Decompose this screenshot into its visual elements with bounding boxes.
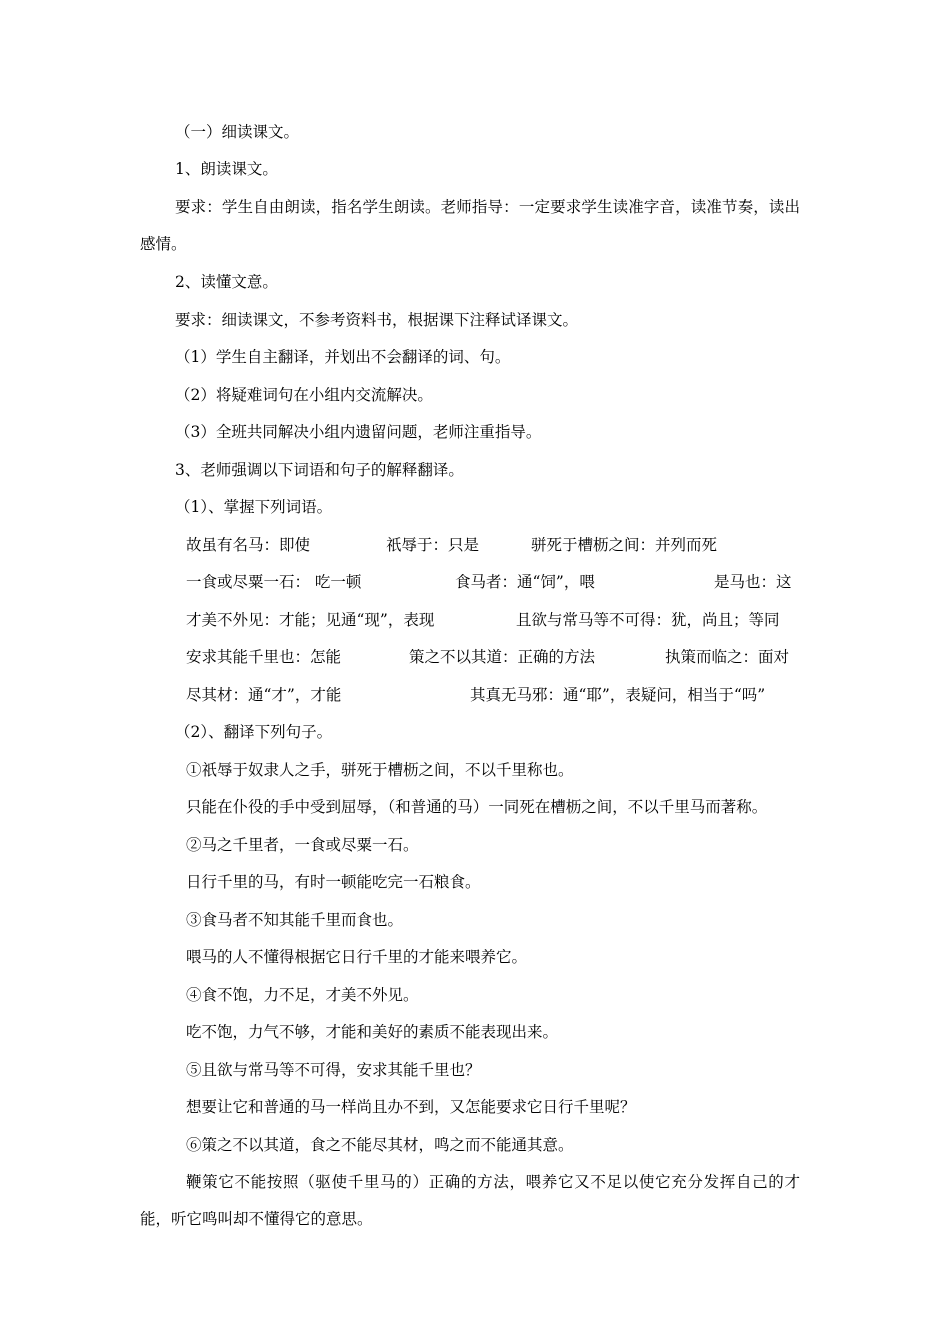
sentence-translation: 只能在仆役的手中受到屈辱，（和普通的马）一同死在槽枥之间，不以千里马而著称。 bbox=[186, 798, 768, 816]
vocab-item: 且欲与常马等不可得：犹，尚且；等同 bbox=[516, 611, 780, 629]
step-2: 2、读懂文意。 bbox=[175, 273, 278, 291]
sentence-original: ②马之千里者，一食或尽粟一石。 bbox=[186, 836, 419, 854]
sentence-original: ③食马者不知其能千里而食也。 bbox=[186, 911, 404, 929]
sentence-translation: 鞭策它不能按照（驱使千里马的）正确的方法，喂养它又不足以使它充分发挥自己的才能，听它鸣叫却不懂得它的意思。 bbox=[140, 1173, 800, 1228]
substep-1: （1）学生自主翻译，并划出不会翻译的词、句。 bbox=[175, 348, 511, 366]
substep-2: （2）将疑难词句在小组内交流解决。 bbox=[175, 386, 433, 404]
sentence-translation: 想要让它和普通的马一样尚且办不到，又怎能要求它日行千里呢？ bbox=[186, 1098, 636, 1116]
sentence-original: ④食不饱，力不足，才美不外见。 bbox=[186, 986, 419, 1004]
sentence-original: ①祇辱于奴隶人之手，骈死于槽枥之间，不以千里称也。 bbox=[186, 761, 574, 779]
section-heading: （一）细读课文。 bbox=[175, 123, 300, 141]
vocab-item: 才美不外见：才能；见通“现”，表现 bbox=[186, 611, 435, 629]
requirement-1: 要求：学生自由朗读，指名学生朗读。老师指导：一定要求学生读准字音，读准节奏，读出感情。 bbox=[140, 198, 800, 253]
step-3: 3、老师强调以下词语和句子的解释翻译。 bbox=[175, 461, 464, 479]
sentence-original: ⑥策之不以其道，食之不能尽其材，鸣之而不能通其意。 bbox=[186, 1136, 574, 1154]
sentence-translation: 吃不饱，力气不够，才能和美好的素质不能表现出来。 bbox=[186, 1023, 559, 1041]
requirement-2: 要求：细读课文，不参考资料书，根据课下注释试译课文。 bbox=[175, 311, 579, 329]
vocab-item: 骈死于槽枥之间：并列而死 bbox=[531, 536, 718, 554]
vocab-item: 执策而临之：面对 bbox=[665, 648, 790, 666]
sentence-translation: 喂马的人不懂得根据它日行千里的才能来喂养它。 bbox=[186, 948, 528, 966]
sentence-original: ⑤且欲与常马等不可得，安求其能千里也？ bbox=[186, 1061, 481, 1079]
vocab-item: 一食或尽粟一石： 吃一顿 bbox=[186, 573, 362, 591]
translation-title: （2）、翻译下列句子。 bbox=[175, 723, 333, 741]
vocab-item: 故虽有名马：即使 bbox=[186, 536, 311, 554]
step-1: 1、朗读课文。 bbox=[175, 160, 278, 178]
vocab-item: 祇辱于：只是 bbox=[386, 536, 480, 554]
vocab-item: 其真无马邪：通“耶”，表疑问，相当于“吗” bbox=[470, 686, 766, 704]
vocab-item: 安求其能千里也：怎能 bbox=[186, 648, 342, 666]
vocab-item: 食马者：通“饲”，喂 bbox=[455, 573, 595, 591]
vocab-item: 策之不以其道：正确的方法 bbox=[409, 648, 596, 666]
vocab-item: 是马也：这 bbox=[714, 573, 792, 591]
sentence-translation: 日行千里的马，有时一顿能吃完一石粮食。 bbox=[186, 873, 481, 891]
vocab-title: （1）、掌握下列词语。 bbox=[175, 498, 333, 516]
substep-3: （3）全班共同解决小组内遗留问题，老师注重指导。 bbox=[175, 423, 542, 441]
vocab-item: 尽其材：通“才”，才能 bbox=[186, 686, 342, 704]
